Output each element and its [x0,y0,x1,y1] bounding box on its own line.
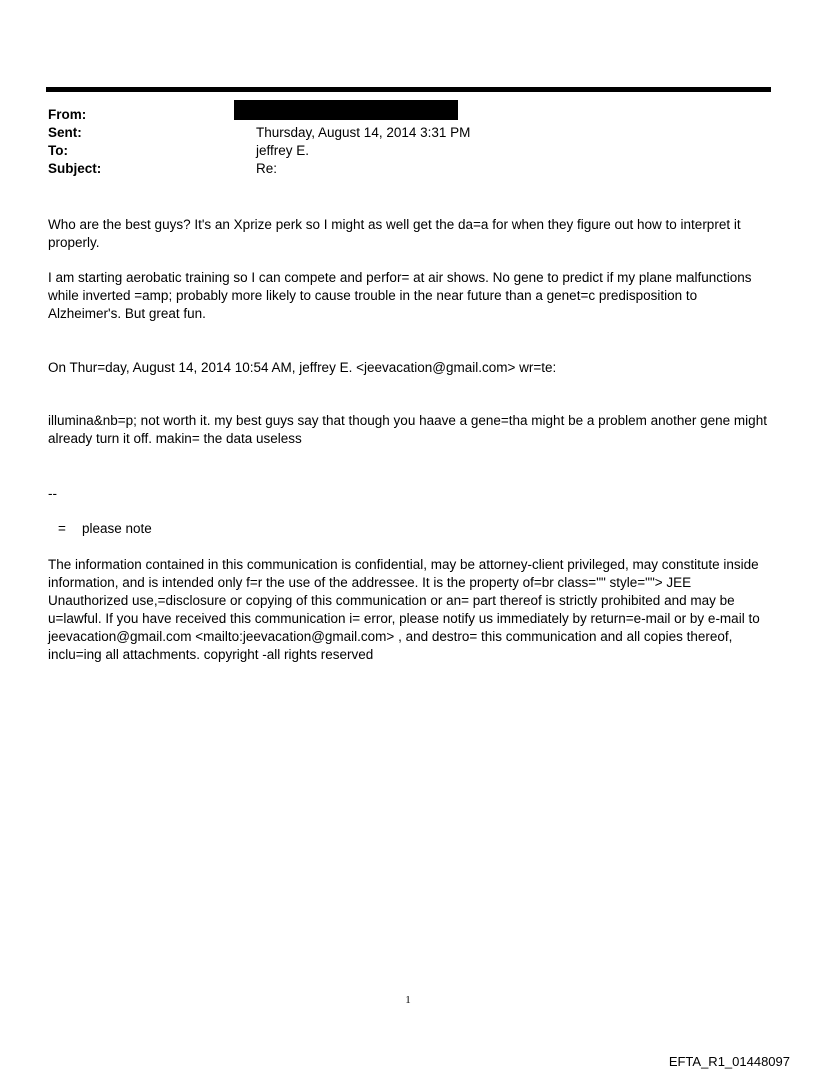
please-note-line [58,520,780,538]
subject-row [48,160,768,178]
from-row [48,106,768,124]
document-stamp: EFTA_R1_01448097 [668,1054,790,1069]
quoted-message: illumina&nb=p; not worth it. my best guys say that though you haave a gene=tha might be a problem another gene might already turn it off. makin= the data useless [48,413,767,446]
body-paragraph-2: I am starting aerobatic training so I can compete and perfor= at air shows. No gene to predict if my plane malfunctions while inverted =amp; probably more likely to cause trouble in the near future than a genet=c predisposition to Alzheimer's. But great fun. [48,270,752,321]
sent-label: Sent: [48,125,82,140]
subject-value: Re: [256,161,278,176]
signature-separator: -- [48,486,57,501]
from-label: From: [48,107,87,122]
subject-label: Subject: [48,161,102,176]
quoted-attribution: On Thur=day, August 14, 2014 10:54 AM, jeffrey E. <jeevacation@gmail.com> wr=te: [48,360,557,375]
header-rule [46,87,771,92]
sent-value: Thursday, August 14, 2014 3:31 PM [256,125,471,140]
to-row [48,142,768,160]
note-equals: = [58,521,66,536]
body-paragraph-1: Who are the best guys? It's an Xprize perk so I might as well get the da=a for when they figure out how to interpret it properly. [48,217,741,250]
note-text: please note [82,521,152,536]
confidentiality-notice: The information contained in this communication is confidential, may be attorney-client privileged, may constitute inside information, and is intended only f=r the use of the addressee. It is the property of=br class="" style=""> JEE Unauthorized use,=disclosure or copying of this communication or an= part thereof is strictly prohibited and may be u=lawful. If you have received this communication i= error, please notify us immediately by return=e-mail or by e-mail to jeevacation@gmail.com <mailto:jeevacation@gmail.com> , and destro= this communication and all copies thereof, inclu=ing all attachments. copyright -all rights reserved [48,557,760,662]
to-value: jeffrey E. [256,143,310,158]
sent-row [48,124,768,142]
to-label: To: [48,143,68,158]
email-header [48,106,768,178]
page-number: 1 [405,994,411,1006]
